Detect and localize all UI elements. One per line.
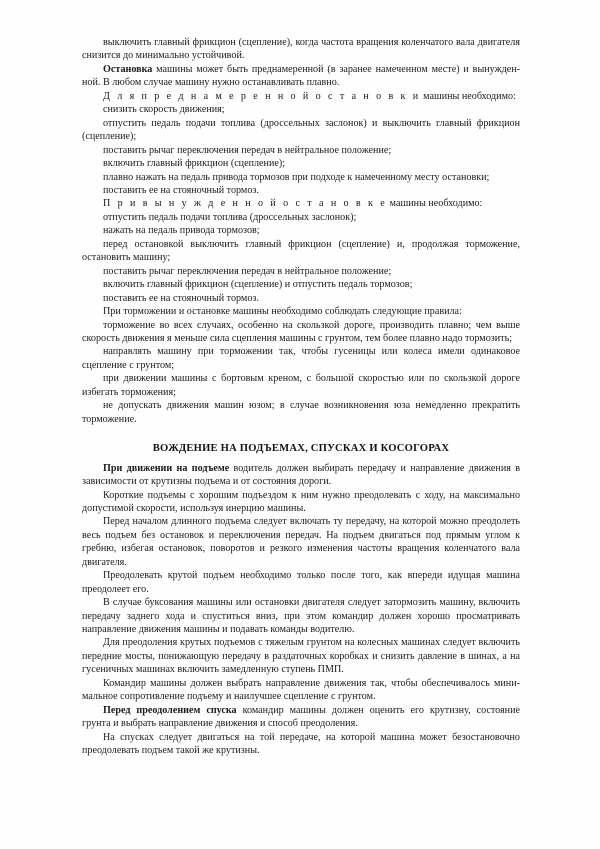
paragraph	[82, 345, 520, 372]
paragraph-text: Короткие подъемы с хорошим подъездом к ним нужно преодолевать с ходу, на максимально допустимой скорости, используя инерцию машины.	[82, 489, 520, 514]
paragraph-lead: При движении на подъеме	[103, 462, 230, 474]
paragraph-text: направлять машину при торможении так, чтобы гусеницы или колеса имели одинаковое сцепление с грунтом;	[82, 346, 520, 371]
paragraph-text: машины необходимо:	[387, 198, 483, 210]
paragraph-text: поставить рычаг переключения передач в нейтральное положение;	[103, 144, 392, 156]
paragraph-text: водитель должен выбирать передачу и направление движения в зависимости от крутизны подъема и от состояния дороги.	[82, 462, 521, 488]
paragraph-text: выключить главный фрикцион (сцепление), когда частота вращения коленчатого вала двигателя снизится до минимально устойчивой.	[82, 37, 520, 62]
paragraph	[82, 569, 520, 596]
paragraph-text: не допускать движения машин юзом; в случае возникновения юза немедленно прекратить торможение.	[82, 400, 520, 425]
paragraph-text: снизить скорость движения;	[103, 104, 225, 116]
paragraph-text: перед остановкой выключить главный фрикцион (сцепление) и, продолжая торможение, остановить машину;	[82, 238, 520, 264]
paragraph	[82, 636, 520, 676]
paragraph-text: поставить рычаг переключения передач в нейтральное положение;	[103, 265, 392, 277]
paragraph	[82, 462, 520, 489]
paragraph	[82, 704, 520, 731]
paragraph-text: машины необходимо:	[420, 90, 516, 102]
paragraph-text: поставить ее на стояночный тормоз.	[103, 292, 259, 304]
paragraph-text: включить главный фрикцион (сцепление) и отпустить педаль тормозов;	[103, 279, 413, 291]
paragraph	[82, 305, 520, 318]
section-heading: ВОЖДЕНИЕ НА ПОДЪЕМАХ, СПУСКАХ И КОСОГОРАХ	[152, 443, 450, 455]
paragraph	[82, 596, 520, 636]
paragraph	[82, 211, 520, 224]
paragraph	[82, 319, 520, 346]
paragraph	[82, 372, 520, 399]
paragraph	[82, 238, 520, 265]
paragraph-group-before-heading	[82, 36, 520, 426]
paragraph	[82, 63, 520, 90]
paragraph-text: машины может быть преднамеренной (в заранее намеченном месте) и вынужденной. В любом случае машину нужно останавливать плавно.	[82, 63, 520, 89]
paragraph-text: нажать на педаль привода тормозов;	[103, 225, 260, 237]
paragraph	[82, 292, 520, 305]
paragraph-text: поставить ее на стояночный тормоз.	[103, 184, 259, 196]
paragraph	[82, 184, 520, 197]
paragraph	[82, 265, 520, 278]
paragraph-text: командир машины должен оценить его крутизну, состояние грунта и выбрать направление движения и способ преодоления.	[82, 704, 520, 730]
paragraph-text: В случае буксования машины или остановки двигателя следует затормозить машину, включить передачу заднего хода и спуститься вниз, при этом командир должен хорошо просматривать направление движения машины и подавать команды водителю.	[82, 597, 520, 636]
paragraph-text: Для преодоления крутых подъемов с тяжелым грунтом на колесных машинах следует включить передние мосты, понижающую передачу в раздаточных коробках и снизить давление в шинах, а на гусеничных машинах включить замедленную ступень ПМП.	[82, 637, 520, 676]
paragraph-spaced-lead: Д л я п р е д н а м е р е н н о й о с т а н о в к и	[103, 90, 421, 102]
paragraph	[82, 278, 520, 291]
paragraph-group-after-heading	[82, 462, 520, 758]
paragraph	[82, 224, 520, 237]
paragraph	[82, 144, 520, 157]
paragraph-spaced-lead: П р и в ы н у ж д е н н о й о с т а н о в к е	[103, 198, 388, 210]
paragraph-text: отпустить педаль подачи топлива (дроссельных заслонок) и выключить главный фрикцион (сцепление);	[82, 117, 520, 143]
paragraph-text: включить главный фрикцион (сцепление);	[103, 158, 286, 170]
paragraph	[82, 197, 520, 210]
heading-spacer-top	[82, 426, 520, 442]
text-column	[82, 36, 520, 758]
paragraph-text: Командир машины должен выбрать направление движения так, чтобы обеспечивалось минимальное сопротивление подъему и наилучшее сцепление с грунтом.	[82, 677, 520, 703]
paragraph	[82, 515, 520, 569]
paragraph	[82, 171, 520, 184]
paragraph-text: отпустить педаль подачи топлива (дроссельных заслонок);	[103, 211, 357, 223]
paragraph	[82, 677, 520, 704]
paragraph-text: На спусках следует двигаться на той передаче, на которой машина может безостановочно преодолевать подъем такой же крутизны.	[82, 731, 520, 757]
paragraph	[82, 489, 520, 516]
paragraph	[82, 399, 520, 426]
paragraph	[82, 90, 520, 103]
paragraph-text: при движении машины с бортовым креном, с большой скоростью или по скользкой дороге избегать торможения;	[82, 373, 520, 398]
paragraph-text: плавно нажать на педаль привода тормозов при подходе к намеченному месту остановки;	[103, 171, 490, 183]
paragraph	[82, 731, 520, 758]
paragraph	[82, 117, 520, 144]
paragraph-text: При торможении и остановке машины необходимо соблюдать следующие правила:	[103, 306, 462, 318]
paragraph	[82, 157, 520, 170]
paragraph-text: Преодолевать крутой подъем необходимо только после того, как впереди идущая машина преодолеет его.	[82, 570, 520, 595]
paragraph-text: торможение во всех случаях, особенно на скользкой дороге, производить плавно; чем выше скорость движения я меньше сила сцепления машины с грунтом, тем более плавно надо тормозить;	[82, 319, 520, 344]
paragraph	[82, 36, 520, 63]
paragraph-text: Перед началом длинного подъема следует включать ту передачу, на которой можно преодолеть весь подъем без остановок и переключения передач. На подъем двигаться под прямым углом к гребню, избегая остановок, поворотов и резкого изменения частоты вращения коленчатого вала двигателя.	[82, 516, 520, 568]
paragraph	[82, 103, 520, 116]
paragraph-lead: Перед преодолением спуска	[103, 704, 237, 716]
paragraph-lead: Остановка	[103, 63, 153, 75]
